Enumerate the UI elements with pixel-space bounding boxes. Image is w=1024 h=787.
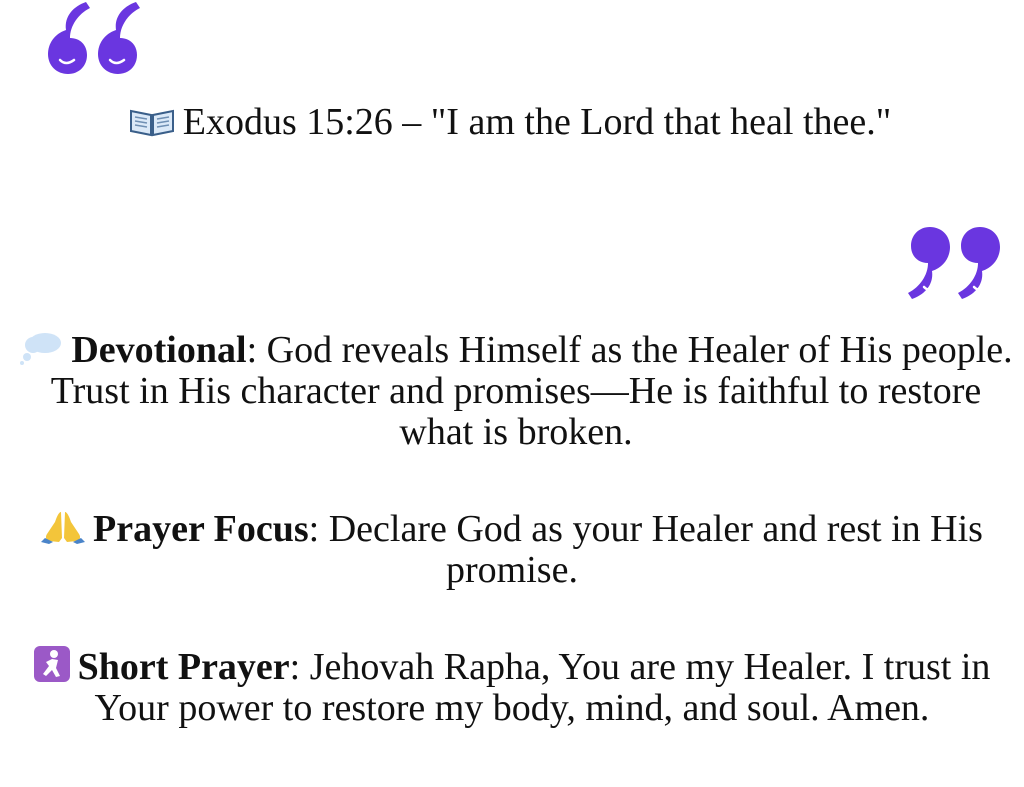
short-prayer-label: Short Prayer xyxy=(77,646,290,688)
kneeling-person-icon xyxy=(34,646,70,682)
devotional-paragraph xyxy=(14,330,1018,453)
praying-hands-icon xyxy=(41,508,85,544)
devotional-label: Devotional xyxy=(71,329,247,371)
prayer-focus-paragraph xyxy=(6,508,1018,591)
short-prayer-paragraph xyxy=(14,646,1010,729)
devotional-text: : God reveals Himself as the Healer of His people. Trust in His character and promises—He is faithful to restore what is broken. xyxy=(50,329,1013,453)
scripture-verse xyxy=(90,102,930,143)
verse-text: Exodus 15:26 – "I am the Lord that heal thee." xyxy=(182,101,892,143)
thought-bubble-icon xyxy=(19,331,63,365)
close-quote-icon xyxy=(902,225,1002,305)
prayer-focus-text: : Declare God as your Healer and rest in His promise. xyxy=(308,508,983,591)
prayer-focus-label: Prayer Focus xyxy=(93,508,309,550)
open-quote-icon xyxy=(44,0,144,76)
open-book-icon xyxy=(129,107,175,137)
short-prayer-text: : Jehovah Rapha, You are my Healer. I trust in Your power to restore my body, mind, and soul. Amen. xyxy=(94,646,991,729)
